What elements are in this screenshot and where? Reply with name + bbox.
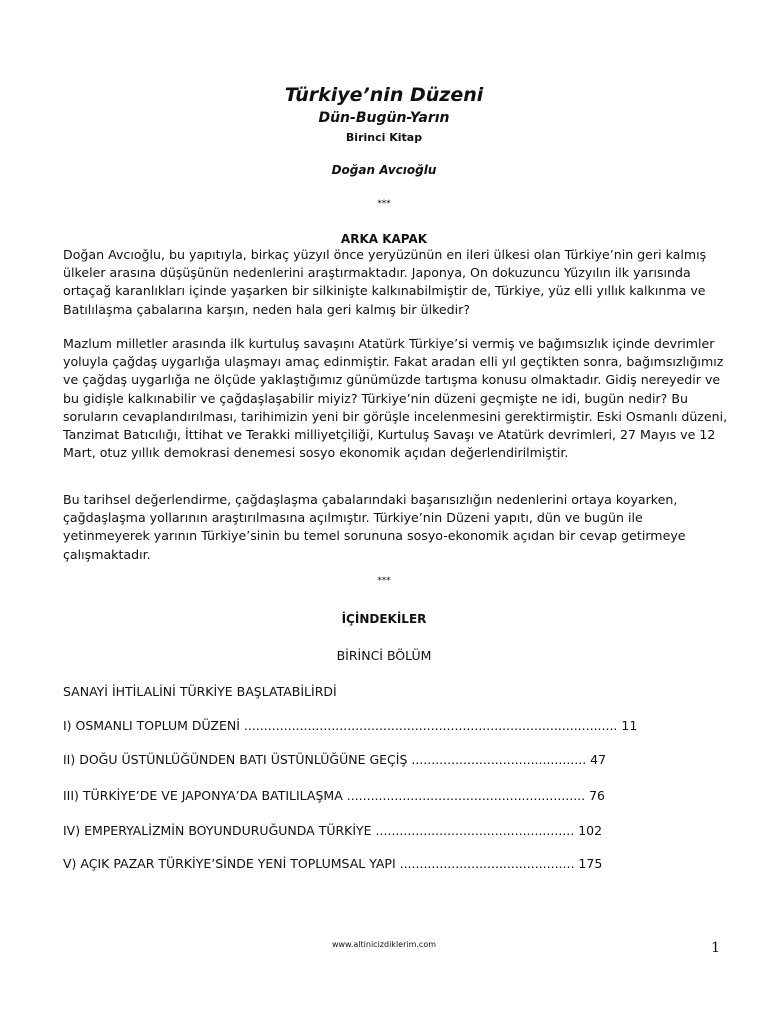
- toc-entry[interactable]: V) AÇIK PAZAR TÜRKİYE’SİNDE YENİ TOPLUMSAL YAPI ............................................ 175: [63, 856, 603, 871]
- separator-stars: ***: [377, 576, 391, 586]
- toc-section-title: SANAYİ İHTİLALİNİ TÜRKİYE BAŞLATABİLİRDİ: [63, 684, 337, 699]
- footer-url[interactable]: www.altinicizdiklerim.com: [331, 940, 437, 949]
- author-name: Doğan Avcıoğlu: [331, 163, 437, 177]
- toc-entry[interactable]: I) OSMANLI TOPLUM DÜZENİ .............................................................................................. 11: [63, 718, 638, 733]
- toc-part-heading: BİRİNCİ BÖLÜM: [336, 648, 432, 663]
- back-cover-paragraph: Mazlum milletler arasında ilk kurtuluş savaşını Atatürk Türkiye’si vermiş ve bağımsızlık içinde devrimler yoluyla çağdaş uygarlığa ulaşmayı amaç edinmiştir. Fakat aradan elli yıl geçtikten sonra, bağımsızlığımız ve çağdaş uygarlığa ne ölçüde yaklaştığımız günümüzde tartışma konusu olmaktadır. Gidiş nereyedir ve bu gidişle kalkınabilir ve çağdaşlaşabilir miyiz? Türkiye’nin düzeni geçmişte ne idi, bugün nedir? Bu soruların cevaplandırılması, tarihimizin yeni bir görüşle incelenmesini gerektirmiştir. Eski Osmanlı düzeni, Tanzimat Batıcılığı, İttihat ve Terakki milliyetçiliği, Kurtuluş Savaşı ve Atatürk devrimleri, 27 Mayıs ve 12 Mart, otuz yıllık demokrasi denemesi sosyo ekonomik açıdan değerlendirilmiştir.: [63, 336, 728, 461]
- separator-stars: ***: [377, 199, 391, 209]
- toc-entry[interactable]: IV) EMPERYALİZMİN BOYUNDURUĞUNDA TÜRKİYE .................................................. 102: [63, 823, 603, 838]
- toc-entry[interactable]: II) DOĞU ÜSTÜNLÜĞÜNDEN BATI ÜSTÜNLÜĞÜNE GEÇİŞ ............................................ 47: [63, 752, 607, 767]
- back-cover-heading: ARKA KAPAK: [340, 232, 428, 246]
- back-cover-paragraph: Doğan Avcıoğlu, bu yapıtıyla, birkaç yüzyıl önce yeryüzünün en ileri ülkesi olan Türkiye’nin geri kalmış ülkeler arasına düşüşünün nedenlerini araştırmaktadır. Japonya, On dokuzuncu Yüzyılın ilk yarısında ortaçağ karanlıkları içinde yaşarken bir silkinişte kalkınabilmiştir de, Türkiye, yüz elli yıllık kalkınma ve Batılılaşma çabalarına karşın, neden hala geri kalmış bir ülkedir?: [63, 247, 707, 317]
- page-number: 1: [711, 940, 720, 956]
- back-cover-paragraph: Bu tarihsel değerlendirme, çağdaşlaşma çabalarındaki başarısızlığın nedenlerini ortaya koyarken, çağdaşlaşma yollarının araştırılmasına açılmıştır. Türkiye’nin Düzeni yapıtı, dün ve bugün ile yetinmeyerek yarının Türkiye’sinin bu temel sorununa sosyo-ekonomik açıdan bir cevap getirmeye çalışmaktadır.: [63, 492, 686, 562]
- book-title: Türkiye’nin Düzeni: [284, 84, 484, 106]
- toc-heading: İÇİNDEKİLER: [341, 612, 427, 626]
- book-subtitle: Dün-Bugün-Yarın: [318, 110, 450, 126]
- book-volume: Birinci Kitap: [345, 131, 423, 144]
- toc-entry[interactable]: III) TÜRKİYE’DE VE JAPONYA’DA BATILILAŞMA ............................................................ 76: [63, 788, 606, 803]
